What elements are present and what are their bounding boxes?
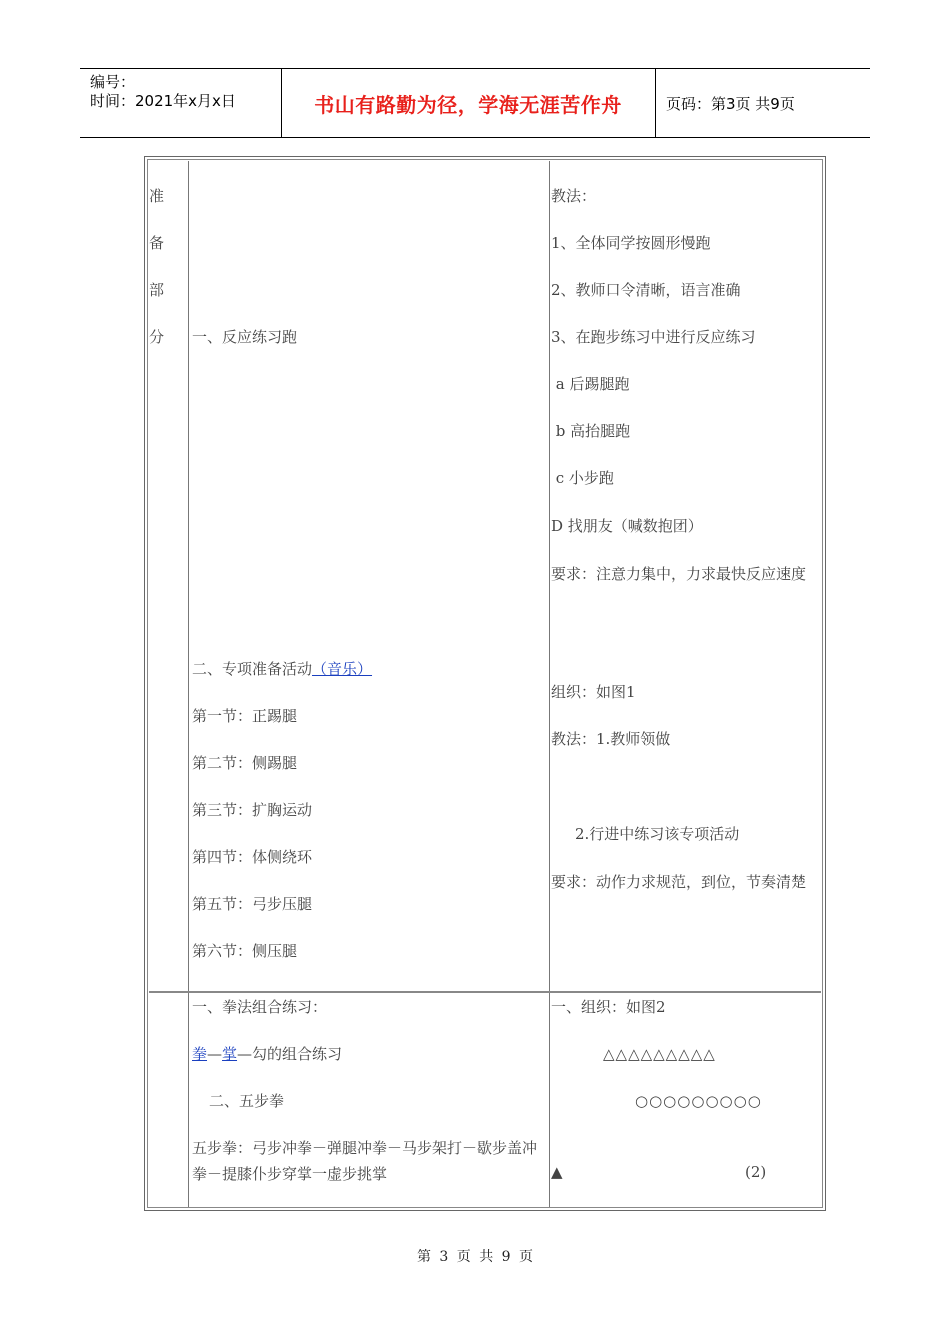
section-label-char: 备: [149, 234, 165, 252]
activity-fist-combo: 一、拳法组合练习：: [192, 998, 328, 1016]
method-line: c 小步跑: [551, 469, 614, 487]
method-line: b 高抬腿跑: [551, 422, 631, 440]
organization-figure-2: 一、组织：如图2: [551, 998, 666, 1016]
section-label-char: 准: [149, 187, 165, 205]
method-line: 1、全体同学按圆形慢跑: [551, 234, 711, 252]
teacher-marker-icon: ▲: [551, 1163, 563, 1181]
method-line: D 找朋友（喊数抱团）: [551, 517, 703, 535]
section-label-char: 部: [149, 281, 165, 299]
method-line: 2、教师口令清晰，语言准确: [551, 281, 741, 299]
formation-circles: ○○○○○○○○○: [635, 1092, 762, 1110]
document-date: 时间：2021年x月x日: [90, 92, 236, 110]
method-line: 3、在跑步练习中进行反应练习: [551, 328, 756, 346]
combo-rest: —勾的组合练习: [237, 1045, 343, 1063]
music-link[interactable]: （音乐）: [312, 660, 373, 678]
header-motto: 书山有路勤为径，学海无涯苦作舟: [314, 93, 622, 117]
fist-link[interactable]: 拳: [192, 1045, 208, 1063]
method-heading: 教法：: [551, 187, 597, 205]
requirement-focus: 要求：注意力集中，力求最快反应速度: [551, 565, 807, 583]
warmup-section: 第六节：侧压腿: [192, 942, 298, 960]
figure-number: (2): [745, 1163, 767, 1181]
combo-separator: —: [207, 1045, 223, 1063]
header-page-number: 页码：第3页 共9页: [666, 95, 795, 113]
warmup-section: 第二节：侧踢腿: [192, 754, 298, 772]
activity-five-step-fist: 二、五步拳: [209, 1092, 285, 1110]
method-teacher-lead: 教法：1.教师领做: [551, 730, 671, 748]
fist-combo-detail: [192, 1041, 342, 1067]
lesson-table: [144, 156, 826, 1211]
activity-special-warmup: [192, 656, 372, 682]
method-practice: 2.行进中练习该专项活动: [575, 825, 740, 843]
method-line: a 后踢腿跑: [551, 375, 630, 393]
header-meta: [90, 73, 236, 111]
warmup-section: 第一节：正踢腿: [192, 707, 298, 725]
warmup-section: 第三节：扩胸运动: [192, 801, 313, 819]
header-divider: [655, 69, 656, 137]
section-label-char: 分: [149, 328, 165, 346]
formation-triangles: △△△△△△△△△: [603, 1045, 716, 1063]
document-number-label: 编号：: [90, 73, 136, 91]
organization-figure-1: 组织：如图1: [551, 683, 636, 701]
activity-special-warmup-text: 二、专项准备活动: [192, 660, 313, 678]
row-divider: [149, 991, 821, 993]
page-header: [80, 68, 870, 138]
palm-link[interactable]: 掌: [222, 1045, 238, 1063]
activity-reaction-run: 一、反应练习跑: [192, 328, 298, 346]
column-divider: [549, 161, 550, 1207]
warmup-section: 第四节：体侧绕环: [192, 848, 313, 866]
requirement-standard: 要求：动作力求规范，到位，节奏清楚: [551, 873, 807, 891]
page-footer: 第 3 页 共 9 页: [416, 1249, 534, 1265]
five-step-fist-description: 五步拳：弓步冲拳－弹腿冲拳－马步架打－歇步盖冲拳－提膝仆步穿掌一虚步挑掌: [192, 1139, 538, 1183]
warmup-section: 第五节：弓步压腿: [192, 895, 313, 913]
column-divider: [188, 161, 189, 1207]
